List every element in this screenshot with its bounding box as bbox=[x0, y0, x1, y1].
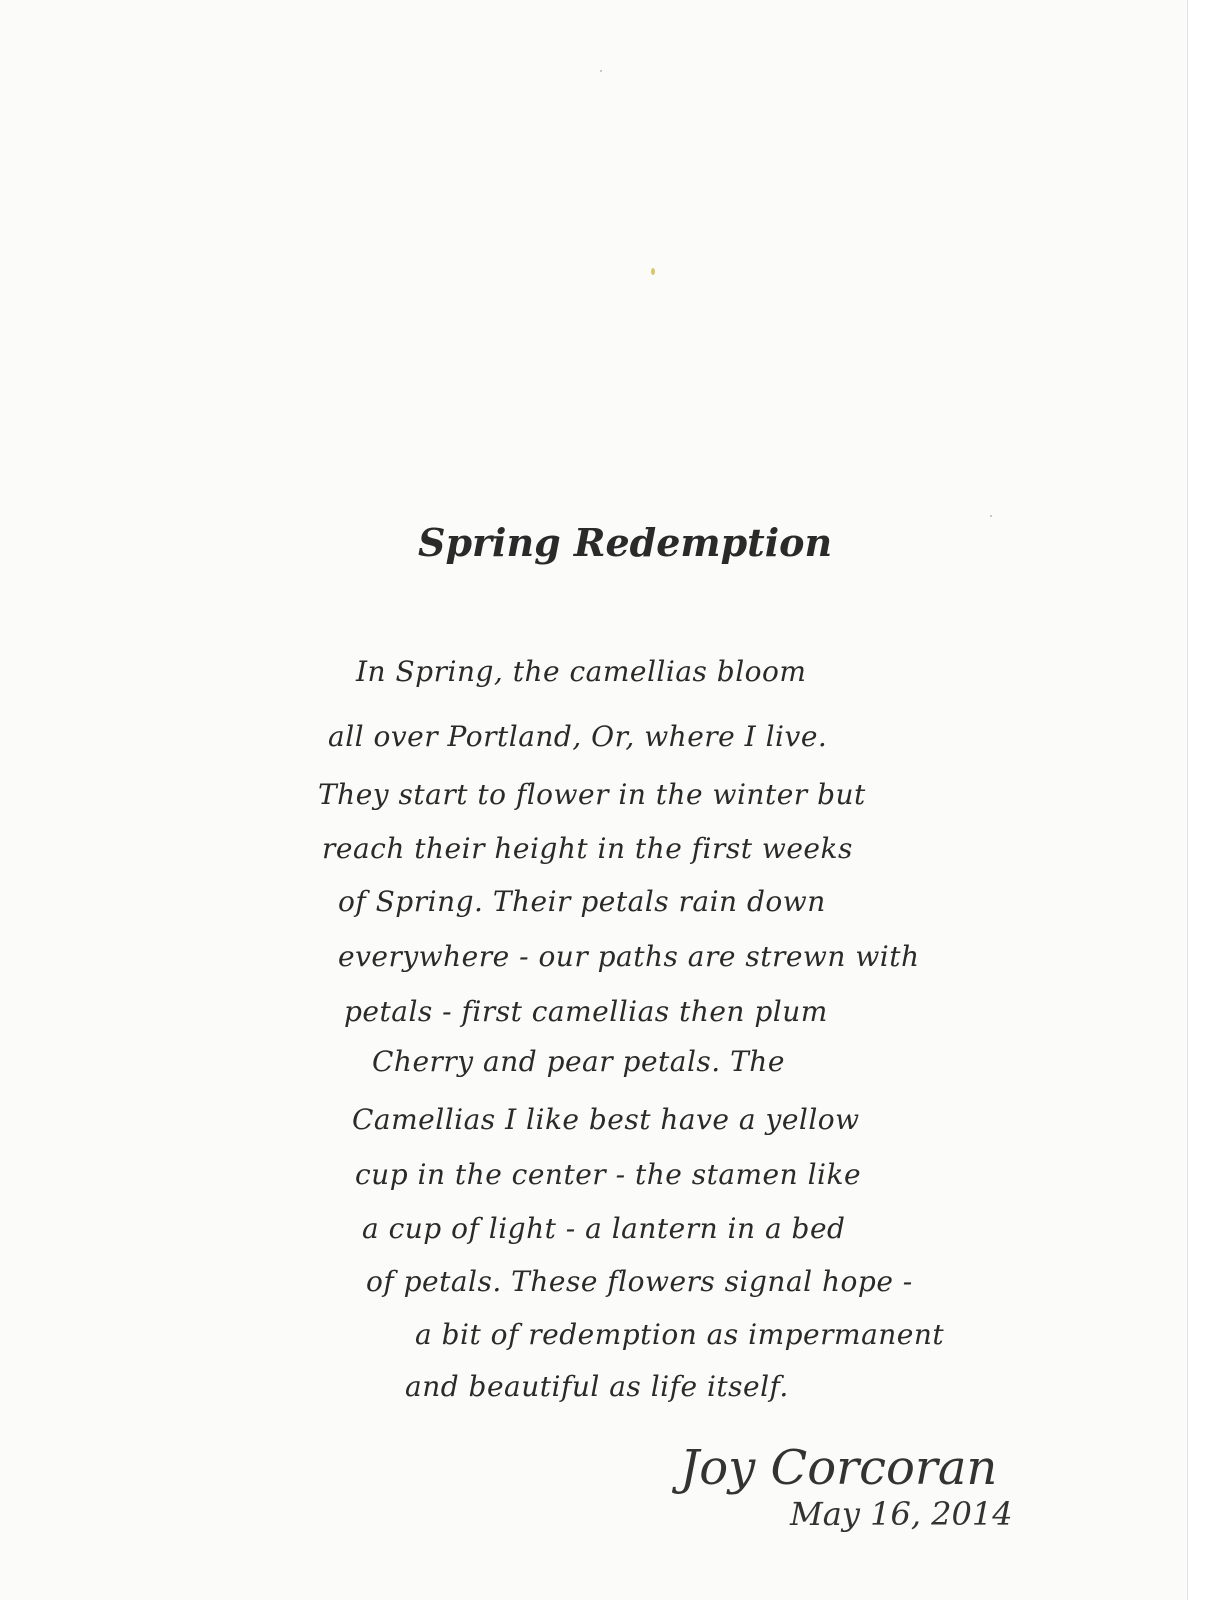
page-edge bbox=[1187, 0, 1212, 1600]
paper-speck bbox=[651, 268, 655, 275]
poem-line: petals - first camellias then plum bbox=[344, 995, 828, 1028]
paper-dot bbox=[990, 515, 992, 517]
poem-line: a cup of light - a lantern in a bed bbox=[362, 1212, 846, 1245]
poem-line: of petals. These flowers signal hope - bbox=[366, 1265, 913, 1298]
poem-line: reach their height in the first weeks bbox=[322, 832, 853, 865]
poem-line: They start to flower in the winter but bbox=[318, 778, 866, 811]
poem-line: and beautiful as life itself. bbox=[405, 1370, 789, 1403]
signature: Joy Corcoran bbox=[680, 1440, 998, 1496]
poem-line: cup in the center - the stamen like bbox=[355, 1158, 862, 1191]
poem-line: everywhere - our paths are strewn with bbox=[338, 940, 920, 973]
paper-dot bbox=[600, 70, 602, 72]
poem-line: a bit of redemption as impermanent bbox=[415, 1318, 945, 1351]
poem-line: all over Portland, Or, where I live. bbox=[328, 720, 828, 753]
poem-line: of Spring. Their petals rain down bbox=[338, 885, 826, 918]
poem-line: Camellias I like best have a yellow bbox=[352, 1103, 860, 1136]
poem-line: Cherry and pear petals. The bbox=[372, 1045, 785, 1078]
poem-line: In Spring, the camellias bloom bbox=[356, 655, 807, 688]
signature-date: May 16, 2014 bbox=[790, 1495, 1013, 1533]
poem-title: Spring Redemption bbox=[418, 520, 833, 565]
